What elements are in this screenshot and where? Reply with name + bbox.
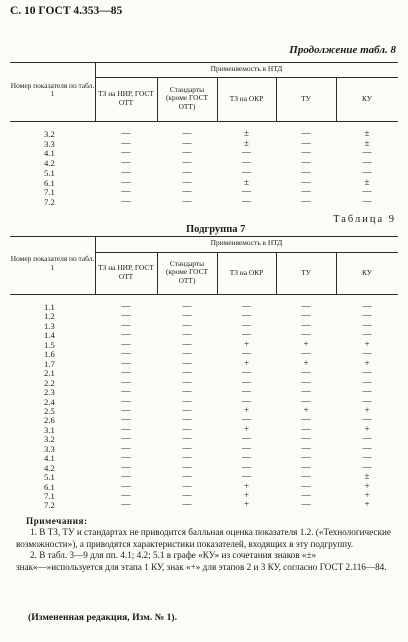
row-number: 1.7 [44, 358, 55, 369]
note-item-2: 2. В табл. 3—9 для пп. 4.1; 4.2; 5.1 в графе «КУ» из сочетания знаков «±» знак«—»используется для этапа 1 КУ, знак «+» для этапов 2 и 3 КУ, согласно ГОСТ 2.116—84. [16, 550, 387, 572]
table-cell: — [182, 490, 192, 500]
table-cell: — [301, 367, 311, 378]
table-cell: + [243, 480, 250, 491]
table-cell: + [303, 404, 309, 415]
row-number: 2.1 [44, 368, 55, 379]
table-cell: ± [364, 137, 370, 148]
column-header: ТЗ на ОКР [229, 93, 264, 103]
table-cell: — [301, 128, 311, 138]
notes-heading: Примечания: [26, 516, 88, 526]
table-cell: — [182, 348, 192, 359]
table-cell: — [121, 157, 131, 168]
table-cell: — [301, 329, 311, 340]
row-number: 1.3 [44, 320, 55, 331]
table-cell: — [301, 376, 311, 387]
table-cell: — [182, 461, 192, 472]
table-cell: — [182, 157, 192, 168]
row-number: 3.2 [44, 129, 55, 139]
row-number: 5.1 [44, 167, 55, 178]
table-cell: — [301, 433, 311, 444]
table-cell: — [182, 301, 192, 311]
table-cell: — [301, 176, 311, 187]
table-cell: — [121, 480, 131, 491]
table-cell: — [362, 367, 372, 378]
table-cell: — [301, 499, 311, 510]
table-cell: — [182, 480, 192, 491]
table-cell: ± [364, 471, 370, 482]
column-header: КУ [361, 93, 372, 103]
table-cell: — [362, 166, 372, 177]
table-cell: — [182, 176, 192, 187]
table-cell: — [121, 166, 131, 177]
table-cell: — [121, 490, 131, 500]
column-header: КУ [361, 267, 372, 277]
table-cell: — [121, 338, 131, 349]
table-9-title: Таблица 9 [333, 214, 396, 225]
header-bottom-rule [10, 121, 398, 122]
row-number: 4.2 [44, 158, 55, 169]
table-cell: — [362, 195, 372, 206]
table-cell: — [301, 319, 311, 330]
row-number: 1.6 [44, 349, 55, 360]
note-item-1: 1. В ТЗ, ТУ и стандартах не приводится балльная оценка показателя 1.2. («Технологические возможности»), а приводятся характеристики показателей, входящих в эту подгруппу. [16, 527, 391, 549]
column-divider [276, 252, 277, 294]
table-cell: — [121, 386, 131, 397]
table-cell: — [242, 329, 251, 340]
table-cell: — [362, 376, 372, 387]
table-cell: — [242, 186, 251, 197]
table-cell: — [121, 310, 131, 321]
table-cell: — [301, 452, 311, 463]
column-divider [336, 252, 337, 294]
table-cell: — [182, 376, 192, 387]
column-divider [157, 252, 158, 294]
table-cell: — [121, 433, 131, 444]
table-cell: + [364, 490, 370, 500]
table-cell: ± [244, 176, 249, 187]
table-cell: + [364, 499, 370, 510]
table-cell: — [182, 471, 192, 482]
table-cell: — [242, 395, 251, 406]
table-cell: — [182, 386, 192, 397]
column-header: ТУ [301, 267, 311, 277]
table-cell: — [182, 319, 192, 330]
table-cell: — [121, 301, 131, 311]
table-cell: — [182, 147, 192, 158]
row-number: 2.6 [44, 415, 55, 426]
table-cell: — [121, 367, 131, 378]
table-cell: — [301, 166, 311, 177]
table-cell: — [362, 348, 372, 359]
row-number: 2.3 [44, 387, 55, 398]
table-cell: — [301, 490, 311, 500]
table-cell: — [121, 461, 131, 472]
row-number: 5.1 [44, 472, 55, 483]
table-cell: — [301, 423, 311, 434]
group-header: Применяемость в НТД [210, 238, 283, 247]
table-cell: — [182, 395, 192, 406]
table-cell: — [301, 414, 311, 425]
table-cell: — [121, 357, 131, 368]
table-cell: — [242, 471, 251, 482]
table-cell: — [121, 423, 131, 434]
table-cell: — [182, 357, 192, 368]
table-cell: — [121, 176, 131, 187]
row-number: 1.2 [44, 311, 55, 322]
column-divider [276, 77, 277, 121]
table-cell: — [242, 414, 251, 425]
table-cell: — [182, 186, 192, 197]
table-cell: — [182, 128, 192, 138]
table-cell: — [301, 147, 311, 158]
group-header-rule [95, 252, 398, 253]
table-cell: — [242, 442, 251, 453]
table-cell: — [121, 414, 131, 425]
table-cell: — [301, 461, 311, 472]
table-cell: ± [244, 128, 249, 138]
row-number: 7.1 [44, 491, 55, 501]
row-number: 2.5 [44, 405, 55, 416]
table-cell: — [301, 301, 311, 311]
table-cell: — [301, 442, 311, 453]
table-cell: — [182, 404, 192, 415]
table-cell: — [362, 301, 372, 311]
table-cell: — [301, 186, 311, 197]
row-number-header: Номер показателя по табл. 1 [10, 254, 95, 272]
table-cell: — [362, 319, 372, 330]
table-cell: — [121, 442, 131, 453]
table-cell: — [362, 386, 372, 397]
table-cell: — [242, 166, 251, 177]
column-header: Стандарты (кроме ГОСТ ОТТ) [165, 84, 209, 111]
table-continuation-label: Продолжение табл. 8 [289, 44, 396, 56]
table-cell: — [121, 128, 131, 138]
table-cell: — [301, 157, 311, 168]
table-cell: — [242, 319, 251, 330]
table-cell: + [364, 423, 370, 434]
amendment-note: (Измененная редакция, Изм. № 1). [28, 612, 178, 623]
table-cell: — [362, 433, 372, 444]
table-cell: — [182, 310, 192, 321]
table-cell: — [121, 376, 131, 387]
table-cell: — [301, 195, 311, 206]
row-number: 7.2 [44, 500, 55, 511]
table-cell: + [243, 423, 250, 434]
table-cell: — [242, 310, 251, 321]
table-cell: — [301, 395, 311, 406]
table-top-rule [10, 62, 398, 63]
table-cell: + [364, 404, 370, 415]
row-number: 1.5 [44, 339, 55, 350]
table-cell: — [242, 301, 251, 311]
column-divider [217, 77, 218, 121]
table-cell: — [182, 195, 192, 206]
table-cell: — [182, 166, 192, 177]
table-cell: + [243, 357, 250, 368]
table-cell: + [243, 404, 250, 415]
table-cell: — [301, 471, 311, 482]
table-cell: — [242, 157, 251, 168]
column-header: ТЗ на НИР, ГОСТ ОТТ [98, 89, 154, 107]
table-cell: — [121, 329, 131, 340]
table-cell: ± [244, 137, 249, 148]
table-9-subgroup: Подгруппа 7 [186, 224, 246, 235]
table-cell: — [362, 461, 372, 472]
row-number: 6.1 [44, 177, 55, 188]
table-cell: — [242, 348, 251, 359]
table-cell: — [242, 461, 251, 472]
table-cell: — [362, 147, 372, 158]
table-cell: — [182, 367, 192, 378]
table-cell: — [362, 310, 372, 321]
table-cell: — [301, 348, 311, 359]
row-number: 4.1 [44, 148, 55, 159]
table-cell: — [242, 452, 251, 463]
notes-section [16, 516, 396, 573]
table-cell: + [364, 357, 370, 368]
table-cell: — [121, 195, 131, 206]
table-cell: — [121, 147, 131, 158]
row-number: 3.2 [44, 434, 55, 445]
column-header: ТУ [301, 93, 311, 103]
table-cell: — [182, 442, 192, 453]
table-cell: — [182, 329, 192, 340]
table-cell: — [121, 404, 131, 415]
table-cell: — [121, 471, 131, 482]
table-cell: — [362, 329, 372, 340]
row-number-header: Номер показателя по табл. 1 [10, 80, 95, 99]
row-number: 4.1 [44, 453, 55, 464]
page-header: С. 10 ГОСТ 4.353—85 [10, 5, 123, 17]
column-divider [157, 77, 158, 121]
table-cell: — [121, 186, 131, 197]
table-cell: — [362, 452, 372, 463]
table-cell: — [362, 442, 372, 453]
table-cell: — [242, 376, 251, 387]
table-cell: — [182, 137, 192, 148]
column-divider [217, 252, 218, 294]
table-cell: — [121, 395, 131, 406]
column-header: ТЗ на НИР, ГОСТ ОТТ [98, 263, 154, 281]
table-cell: + [364, 338, 370, 349]
row-number: 3.3 [44, 443, 55, 454]
table-cell: — [362, 157, 372, 168]
table-cell: + [303, 357, 309, 368]
table-cell: — [301, 137, 311, 148]
column-header: ТЗ на ОКР [229, 267, 264, 277]
header-bottom-rule [10, 294, 398, 295]
table-cell: — [301, 386, 311, 397]
table-cell: — [242, 433, 251, 444]
table-cell: + [243, 490, 250, 500]
column-header: Стандарты (кроме ГОСТ ОТТ) [165, 258, 209, 285]
row-number: 2.4 [44, 396, 55, 407]
table-cell: — [182, 433, 192, 444]
row-number: 2.2 [44, 377, 55, 388]
table-cell: — [362, 395, 372, 406]
table-cell: — [182, 414, 192, 425]
table-top-rule [10, 236, 398, 237]
table-cell: + [243, 499, 250, 510]
table-cell: — [301, 480, 311, 491]
table-cell: ± [364, 176, 370, 187]
table-cell: — [301, 310, 311, 321]
table-cell: + [364, 480, 370, 491]
table-cell: — [182, 338, 192, 349]
table-cell: — [242, 147, 251, 158]
row-number: 1.4 [44, 330, 55, 341]
group-header: Применяемость в НТД [210, 64, 283, 73]
table-cell: — [182, 423, 192, 434]
row-number: 1.1 [44, 302, 55, 312]
table-cell: — [121, 137, 131, 148]
row-number: 4.2 [44, 462, 55, 473]
table-cell: ± [364, 128, 370, 138]
row-number: 3.1 [44, 424, 55, 435]
table-cell: — [362, 414, 372, 425]
row-number: 3.3 [44, 138, 55, 149]
row-number: 7.1 [44, 187, 55, 198]
table-cell: — [242, 386, 251, 397]
table-cell: — [121, 319, 131, 330]
table-cell: + [303, 338, 309, 349]
row-number: 6.1 [44, 481, 55, 492]
table-cell: — [182, 499, 192, 510]
group-header-rule [95, 77, 398, 78]
table-cell: — [121, 499, 131, 510]
table-cell: — [121, 348, 131, 359]
table-cell: — [121, 452, 131, 463]
table-cell: — [182, 452, 192, 463]
table-cell: — [362, 186, 372, 197]
table-cell: — [242, 195, 251, 206]
column-divider [336, 77, 337, 121]
row-number: 7.2 [44, 196, 55, 207]
table-cell: + [243, 338, 250, 349]
table-cell: — [242, 367, 251, 378]
